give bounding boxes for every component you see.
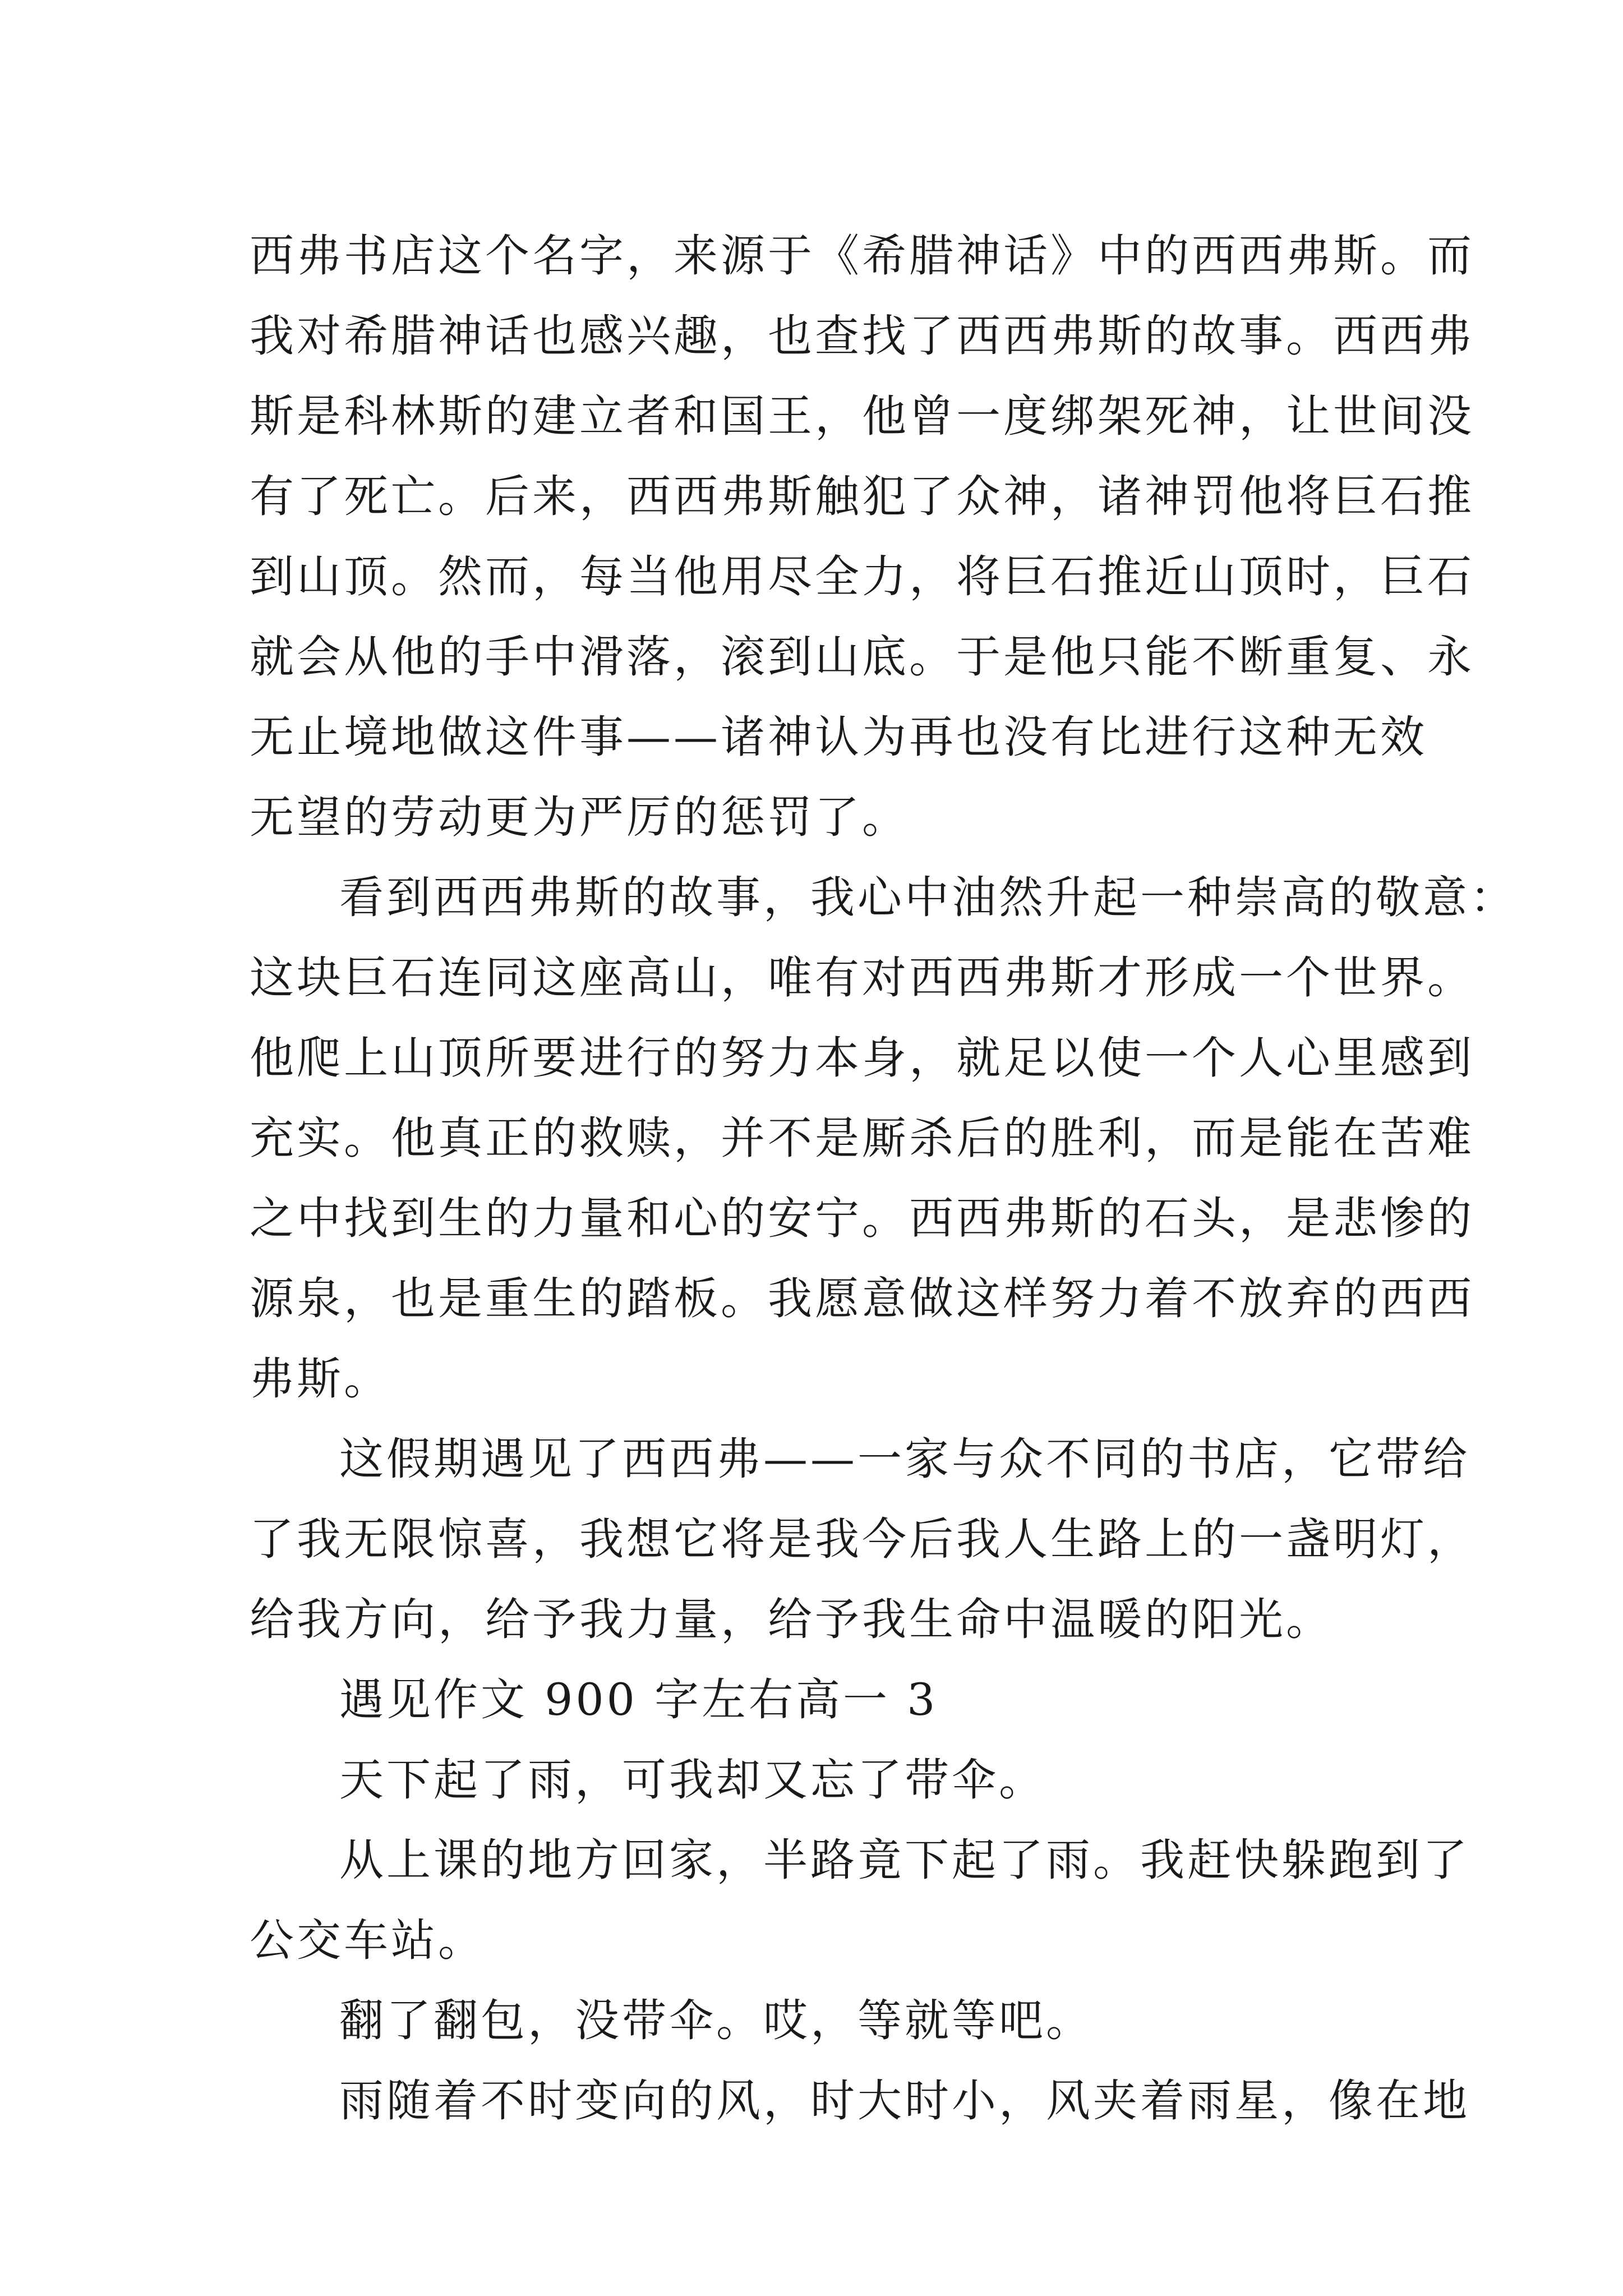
text-line: 遇见作文 900 字左右高一 3 xyxy=(339,1674,938,1726)
text-line: 西弗书店这个名字，来源于《希腊神话》中的西西弗斯。而 xyxy=(250,230,1474,282)
text-line: 雨随着不时变向的风，时大时小，风夹着雨星，像在地 xyxy=(339,2075,1470,2127)
text-line: 我对希腊神话也感兴趣，也查找了西西弗斯的故事。西西弗 xyxy=(250,310,1474,362)
text-line: 了我无限惊喜，我想它将是我今后我人生路上的一盏明灯， xyxy=(250,1513,1474,1565)
text-line: 弗斯。 xyxy=(250,1353,391,1405)
text-line: 有了死亡。后来，西西弗斯触犯了众神，诸神罚他将巨石推 xyxy=(250,471,1474,522)
text-line: 给我方向，给予我力量，给予我生命中温暖的阳光。 xyxy=(250,1594,1333,1645)
text-line: 无望的劳动更为严厉的惩罚了。 xyxy=(250,792,909,843)
essay-body xyxy=(250,216,1517,2141)
text-line: 公交车站。 xyxy=(250,1915,485,1966)
text-line: 源泉，也是重生的踏板。我愿意做这样努力着不放弃的西西 xyxy=(250,1273,1474,1324)
text-line: 翻了翻包，没带伞。哎，等就等吧。 xyxy=(339,1995,1093,2046)
text-line: 这假期遇见了西西弗——一家与众不同的书店，它带给 xyxy=(339,1433,1470,1485)
text-line: 充实。他真正的救赎，并不是厮杀后的胜利，而是能在苦难 xyxy=(250,1112,1474,1164)
text-line: 到山顶。然而，每当他用尽全力，将巨石推近山顶时，巨石 xyxy=(250,551,1474,602)
text-line: 看到西西弗斯的故事，我心中油然升起一种崇高的敬意： xyxy=(339,872,1517,923)
text-line: 他爬上山顶所要进行的努力本身，就足以使一个人心里感到 xyxy=(250,1032,1474,1084)
text-line: 斯是科林斯的建立者和国王，他曾一度绑架死神，让世间没 xyxy=(250,390,1474,442)
text-line: 无止境地做这件事——诸神认为再也没有比进行这种无效 xyxy=(250,711,1427,763)
text-line: 就会从他的手中滑落，滚到山底。于是他只能不断重复、永 xyxy=(250,631,1474,683)
text-line: 从上课的地方回家，半路竟下起了雨。我赶快躲跑到了 xyxy=(339,1834,1470,1886)
text-line: 天下起了雨，可我却又忘了带伞。 xyxy=(339,1754,1046,1806)
text-line: 之中找到生的力量和心的安宁。西西弗斯的石头，是悲惨的 xyxy=(250,1193,1474,1244)
text-line: 这块巨石连同这座高山，唯有对西西弗斯才形成一个世界。 xyxy=(250,952,1474,1004)
